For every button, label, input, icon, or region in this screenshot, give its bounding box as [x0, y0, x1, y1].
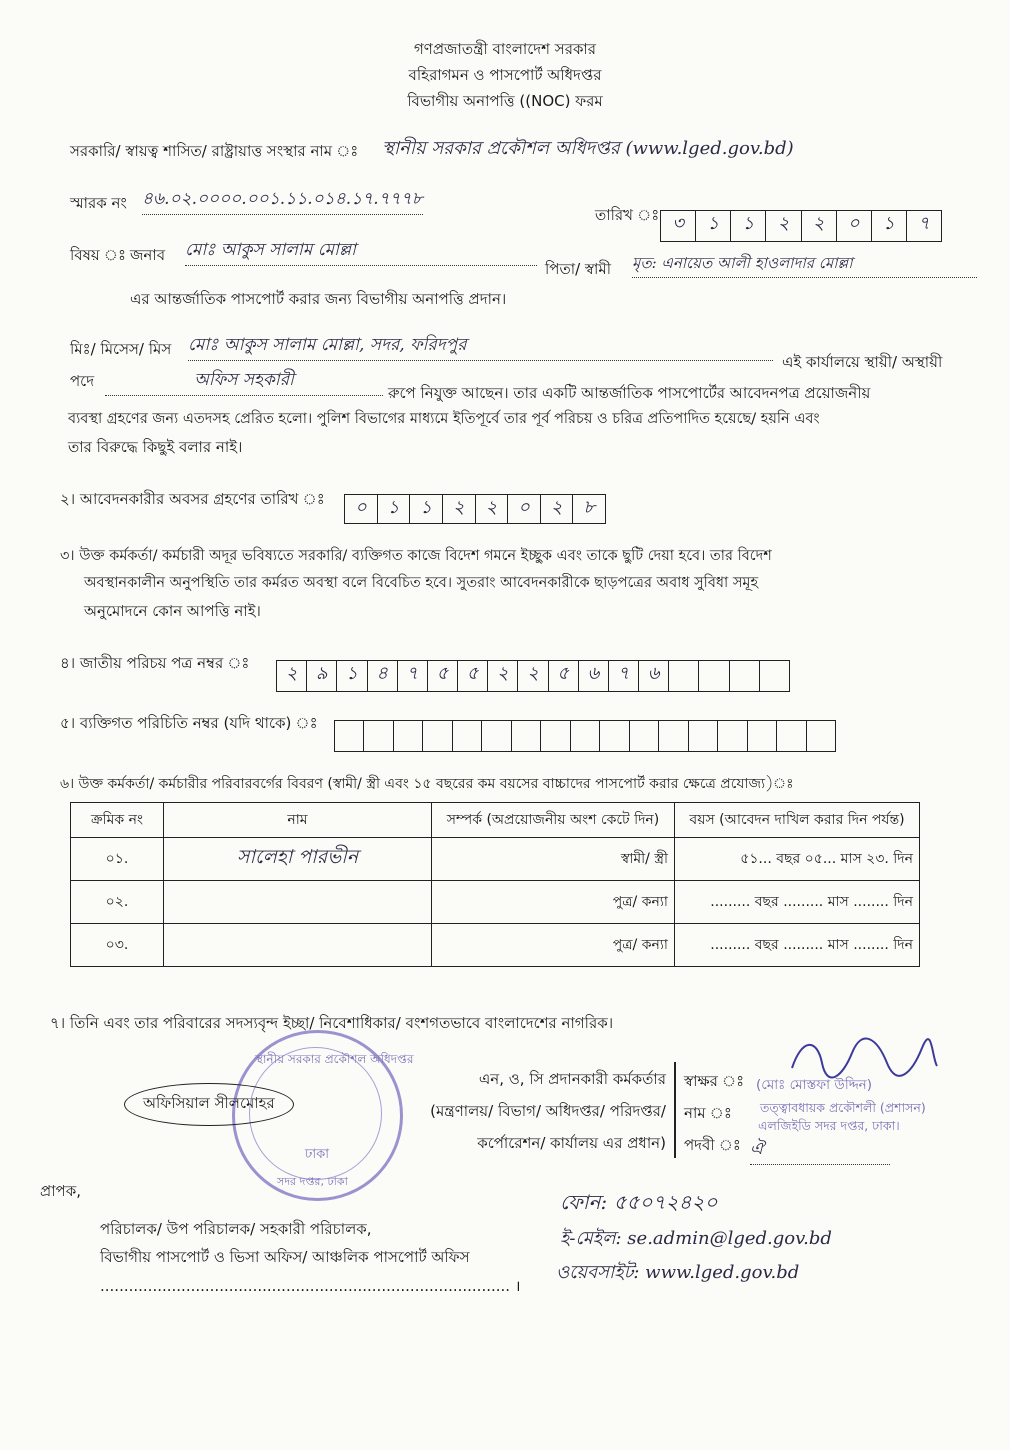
- date-digit: ১: [696, 211, 731, 241]
- nid-digit: ৫: [428, 661, 458, 691]
- nid-boxes: [276, 660, 790, 692]
- subject-name: মোঃ আকুস সালাম মোল্লা: [185, 237, 537, 266]
- seal-text-top: স্থানীয় সরকার প্রকৌশল অধিদপ্তর: [255, 1052, 414, 1066]
- para3-line-2: অবস্থানকালীন অনুপস্থিতি তার কর্মরত অবস্থা বলে বিবেচিত হবে। সুতরাং আবেদনকারীকে ছাড়পত্রের অবাধ সুবিধা সমূহ: [84, 575, 759, 591]
- retirement-digit: ১: [410, 495, 443, 523]
- family-row: [71, 881, 920, 924]
- date-digit: ২: [766, 211, 801, 241]
- para1-line-2: রুপে নিযুক্ত আছেন। তার একটি আন্তর্জাতিক পাসপোর্টের আবেদনপত্র প্রয়োজনীয়: [388, 384, 871, 402]
- nid-label: ৪। জাতীয় পরিচয় পত্র নম্বর ঃ: [60, 654, 250, 672]
- para3-line-1: ৩। উক্ত কর্মকর্তা/ কর্মচারী অদূর ভবিষ্যতে সরকারি/ ব্যক্তিগত কাজে বিদেশ গমনে ইচ্ছুক এবং তাকে ছুটি দেয়া হবে। তার বিদেশ: [60, 548, 772, 564]
- date-digit: ৭: [918, 213, 930, 234]
- personal-id-digit: [630, 721, 659, 751]
- family-row: [71, 838, 920, 881]
- signatory-divider: [674, 1062, 676, 1158]
- personal-id-digit: [453, 721, 482, 751]
- signature-label: স্বাক্ষর ঃ: [684, 1072, 745, 1090]
- para1-line-3: ব্যবস্থা গ্রহণের জন্য এতদসহ প্রেরিত হলো। পুলিশ বিভাগের মাধ্যমে ইতিপূর্বে তার পূর্ব পরিচয় ও চরিত্র প্রতিপাদিত হয়েছে/ হয়নি এবং: [68, 411, 820, 427]
- row-relation: পুত্র/ কন্যা: [432, 881, 675, 924]
- family-label: ৬। উক্ত কর্মকর্তা/ কর্মচারীর পরিবারবর্গের বিবরণ (স্বামী/ স্ত্রী এবং ১৫ বছরের কম বয়সের বাচ্চাদের পাসপোর্ট করার ক্ষেত্রে প্রযোজ্য)ঃ: [60, 776, 794, 792]
- official-seal-label: অফিসিয়াল সীলমোহর: [124, 1083, 294, 1126]
- signatory-line-2: (মন্ত্রণালয়/ বিভাগ/ অধিদপ্তর/ পরিদপ্তর/: [430, 1102, 666, 1120]
- family-header-row: [71, 803, 920, 838]
- row-serial: ০৩.: [71, 924, 164, 967]
- contact-phone: ফোন: ৫৫০৭২৪২০: [560, 1190, 718, 1214]
- stamp-officer-name: (মোঃ মোস্তফা উদ্দিন): [756, 1077, 873, 1093]
- row-name: [164, 881, 432, 924]
- nid-digit: ৪: [368, 661, 398, 691]
- recipient-label: প্রাপক,: [40, 1182, 81, 1200]
- memo-value: ৪৬.০২.০০০০.০০১.১১.০১৪.১৭.৭৭৭৮: [142, 186, 423, 215]
- nid-digit: ১: [337, 661, 367, 691]
- contact-email: ই-মেইল: se.admin@lged.gov.bd: [560, 1228, 832, 1249]
- family-row: [71, 924, 920, 967]
- title-label: পদবী ঃ: [684, 1136, 741, 1154]
- nid-digit: ২: [518, 661, 548, 691]
- row-name: [164, 924, 432, 967]
- personal-id-digit: [512, 721, 541, 751]
- date-digit: ০: [837, 211, 872, 241]
- nid-digit: ২: [488, 661, 518, 691]
- nid-digit: [699, 661, 729, 691]
- row-age: ......... বছর ......... মাস ........ দিন: [675, 881, 920, 924]
- contact-website: ওয়েবসাইট: www.lged.gov.bd: [556, 1262, 800, 1283]
- employee-name: মোঃ আকুস সালাম মোল্লা, সদর, ফরিদপুর: [188, 332, 773, 361]
- personal-id-digit: [571, 721, 600, 751]
- stamp-office: এলজিইডি সদর দপ্তর, ঢাকা।: [758, 1118, 900, 1133]
- signatory-line-3: কর্পোরেশন/ কার্যালয় এর প্রধান): [477, 1134, 666, 1152]
- personal-id-digit: [482, 721, 511, 751]
- header-line-2: বহিরাগমন ও পাসপোর্ট অধিদপ্তর: [408, 66, 602, 84]
- nid-digit: ২: [277, 661, 307, 691]
- date-digit: ২: [802, 211, 837, 241]
- col-relation: সম্পর্ক (অপ্রয়োজনীয় অংশ কেটে দিন): [432, 803, 675, 838]
- personal-id-digit: [807, 721, 835, 751]
- retirement-label: ২। আবেদনকারীর অবসর গ্রহণের তারিখ ঃ: [60, 490, 325, 508]
- personal-id-digit: [718, 721, 747, 751]
- signatory-line-1: এন, ও, সি প্রদানকারী কর্মকর্তার: [478, 1070, 666, 1088]
- row-name: সালেহা পারভীন: [164, 838, 432, 881]
- personal-id-digit: [423, 721, 452, 751]
- nid-digit: ৯: [307, 661, 337, 691]
- personal-id-digit: [600, 721, 629, 751]
- retirement-digit: ৮: [583, 497, 596, 518]
- recipient-line-1: পরিচালক/ উপ পরিচালক/ সহকারী পরিচালক,: [100, 1220, 372, 1238]
- col-age: বয়স (আবেদন দাখিল করার দিন পর্যন্ত): [675, 803, 920, 838]
- nid-digit: ৬: [639, 661, 669, 691]
- retirement-digit: ১: [378, 495, 411, 523]
- nid-digit: ৫: [549, 661, 579, 691]
- memo-label: স্মারক নং: [70, 194, 127, 212]
- personal-id-digit: [541, 721, 570, 751]
- personal-id-label: ৫। ব্যক্তিগত পরিচিতি নম্বর (যদি থাকে) ঃ: [60, 714, 318, 732]
- personal-id-digit: [364, 721, 393, 751]
- org-label: সরকারি/ স্বায়ত্ব শাসিত/ রাষ্ট্রায়াত্ত সংস্থার নাম ঃ: [70, 142, 359, 160]
- nid-digit: ৭: [398, 661, 428, 691]
- retirement-date-boxes: [344, 494, 606, 524]
- nid-digit: [669, 661, 699, 691]
- date-digit: ৩: [661, 211, 696, 241]
- retirement-digit: ২: [443, 495, 476, 523]
- seal-text-bottom: সদর দপ্তর, ঢাকা: [277, 1175, 348, 1188]
- recipient-line-3: ...................................................................................... ।: [100, 1277, 521, 1295]
- father-name: মৃত: এনায়েত আলী হাওলাদার মোল্লা: [632, 252, 977, 278]
- para3-line-3: অনুমোদনে কোন আপত্তি নাই।: [84, 602, 261, 620]
- personal-id-digit: [659, 721, 688, 751]
- date-digit: ১: [731, 211, 766, 241]
- row-relation: পুত্র/ কন্যা: [432, 924, 675, 967]
- stamp-officer-title: তত্ত্বাবধায়ক প্রকৌশলী (প্রশাসন): [760, 1100, 926, 1115]
- row-age: ......... বছর ......... মাস ........ দিন: [675, 924, 920, 967]
- father-label: পিতা/ স্বামী: [545, 260, 611, 278]
- row-serial: ০১.: [71, 838, 164, 881]
- para1-line-4: তার বিরুদ্ধে কিছুই বলার নাই।: [68, 438, 243, 456]
- nid-digit: ৭: [609, 661, 639, 691]
- col-name: নাম: [164, 803, 432, 838]
- para1-suffix: এই কার্যালয়ে স্থায়ী/ অস্থায়ী: [782, 353, 943, 371]
- retirement-digit: ০: [508, 495, 541, 523]
- personal-id-digit: [748, 721, 777, 751]
- personal-id-digit: [394, 721, 423, 751]
- subject-line-2: এর আন্তর্জাতিক পাসপোর্ট করার জন্য বিভাগীয় অনাপত্তি প্রদান।: [130, 290, 507, 308]
- nid-digit: [730, 661, 760, 691]
- subject-prefix: জনাব: [130, 246, 166, 264]
- title-value: ঐ: [750, 1136, 890, 1165]
- name-label: নাম ঃ: [684, 1104, 732, 1122]
- nid-digit: [760, 661, 789, 691]
- recipient-line-2: বিভাগীয় পাসপোর্ট ও ভিসা অফিস/ আঞ্চলিক পাসপোর্ট অফিস: [100, 1248, 470, 1266]
- post-label: পদে: [70, 372, 95, 390]
- personal-id-digit: [777, 721, 806, 751]
- date-digit: ১: [872, 211, 907, 241]
- retirement-digit: ২: [476, 495, 509, 523]
- nid-digit: ৫: [458, 661, 488, 691]
- date-label: তারিখ ঃ: [595, 206, 660, 224]
- retirement-digit: ২: [541, 495, 574, 523]
- org-value: স্থানীয় সরকার প্রকৌশল অধিদপ্তর (www.lged.gov.bd): [382, 138, 794, 159]
- header-line-1: গণপ্রজাতন্ত্রী বাংলাদেশ সরকার: [413, 40, 597, 58]
- form-title: বিভাগীয় অনাপত্তি ((NOC) ফরম: [407, 92, 603, 110]
- subject-label: বিষয় ঃ: [70, 246, 126, 264]
- retirement-digit: ০: [345, 495, 378, 523]
- para1-prefix: মিঃ/ মিসেস/ মিস: [70, 340, 172, 358]
- citizenship-statement: ৭। তিনি এবং তার পরিবারের সদস্যবৃন্দ ইচ্ছা/ নিবেশাধিকার/ বংশগতভাবে বাংলাদেশের নাগরিক।: [50, 1014, 614, 1032]
- row-serial: ০২.: [71, 881, 164, 924]
- post-value: অফিস সহকারী: [105, 367, 383, 396]
- date-boxes: [660, 210, 942, 242]
- seal-city: ঢাকা: [305, 1147, 329, 1162]
- row-relation: স্বামী/ স্ত্রী: [432, 838, 675, 881]
- nid-digit: ৬: [579, 661, 609, 691]
- personal-id-boxes: [334, 720, 836, 752]
- personal-id-digit: [335, 721, 364, 751]
- personal-id-digit: [689, 721, 718, 751]
- col-serial: ক্রমিক নং: [71, 803, 164, 838]
- row-age: ৫১... বছর ০৫... মাস ২৩. দিন: [675, 838, 920, 881]
- family-table: [70, 802, 920, 967]
